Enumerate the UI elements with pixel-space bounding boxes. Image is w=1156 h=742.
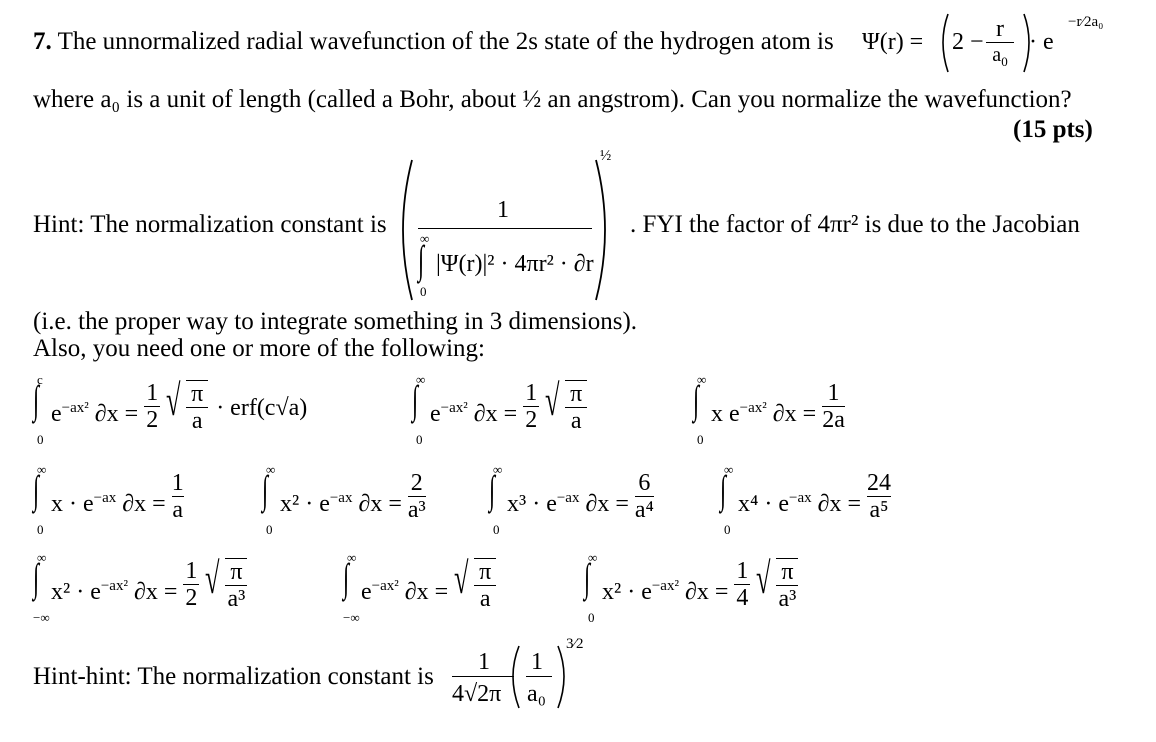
integral-sign: ∫ bbox=[33, 467, 40, 512]
integral-lower-limit: 0 bbox=[37, 432, 44, 447]
integral-sign: ∫ bbox=[33, 377, 40, 422]
hint-upper: ∞ bbox=[420, 231, 430, 246]
integrand bbox=[51, 484, 166, 518]
integrand-base: e bbox=[430, 401, 441, 427]
rhs-denominator: a³ bbox=[407, 497, 426, 523]
integrand bbox=[711, 394, 816, 428]
rhs-denominator: a⁴ bbox=[634, 497, 654, 523]
integrand-base: x³ · e bbox=[507, 491, 557, 517]
integral-lower-limit: 0 bbox=[724, 522, 731, 537]
rhs-fraction bbox=[172, 470, 184, 523]
integrand-base: x² · e bbox=[602, 579, 652, 605]
integral-tail: · erf(c√a) bbox=[216, 395, 308, 421]
sqrt-numerator: π bbox=[479, 559, 492, 585]
differential: ∂x = bbox=[116, 491, 166, 517]
integrand-base: x e bbox=[711, 401, 740, 427]
hint-integrand: |Ψ(r)|² · 4πr² · ∂r bbox=[436, 251, 594, 277]
sqrt-sign: √ bbox=[166, 376, 181, 425]
integral-sign: ∫ bbox=[33, 555, 40, 600]
integral-lower-limit: −∞ bbox=[33, 610, 50, 625]
hint-lower: 0 bbox=[420, 284, 427, 299]
hint-hint-label: Hint-hint: The normalization constant is bbox=[33, 663, 434, 690]
rhs-numerator: 1 bbox=[827, 380, 840, 406]
coef-fraction bbox=[523, 380, 539, 433]
integrand-base: e bbox=[361, 579, 372, 605]
integrand bbox=[430, 394, 517, 428]
sqrt-fraction bbox=[186, 380, 208, 434]
sqrt-denominator: a bbox=[186, 407, 208, 434]
coef-numerator: 1 bbox=[146, 380, 159, 406]
integral-upper-limit: ∞ bbox=[724, 462, 734, 477]
integrand-exponent: −ax bbox=[789, 490, 812, 506]
integral-upper-limit: ∞ bbox=[697, 372, 707, 387]
integral-sign: ∫ bbox=[489, 467, 496, 512]
integral-upper-limit: ∞ bbox=[266, 462, 276, 477]
hint-fraction-bar bbox=[418, 228, 592, 229]
integral-sign: ∫ bbox=[262, 467, 269, 512]
hint-hint-inner-den: a₀ bbox=[527, 681, 547, 707]
differential: ∂x = bbox=[398, 579, 449, 605]
integrand-base: x · e bbox=[51, 491, 94, 517]
sqrt-denominator: a bbox=[474, 585, 496, 612]
integrand-exponent: −ax² bbox=[61, 400, 89, 416]
psi-a0: a bbox=[992, 44, 1002, 66]
differential: ∂x = bbox=[352, 491, 402, 517]
coef-denominator: 2 bbox=[525, 407, 538, 433]
rhs-numerator: 1 bbox=[171, 470, 184, 496]
integrand-exponent: −ax² bbox=[651, 578, 679, 594]
integrand-base: e bbox=[51, 401, 62, 427]
integral-upper-limit: ∞ bbox=[416, 372, 426, 387]
sqrt-fraction bbox=[474, 558, 496, 612]
hint-hint-den: 4√2π bbox=[452, 681, 502, 707]
rhs-numerator: 6 bbox=[638, 470, 651, 496]
coef-numerator: 1 bbox=[525, 380, 538, 406]
coef-denominator: 2 bbox=[185, 585, 198, 611]
sqrt-sign: √ bbox=[545, 376, 560, 425]
rhs-fraction bbox=[635, 470, 654, 523]
integral-upper-limit: ∞ bbox=[37, 550, 47, 565]
rhs-fraction bbox=[822, 380, 845, 433]
sqrt-numerator: π bbox=[570, 381, 583, 407]
psi-exponent: −r⁄2a₀ bbox=[1068, 14, 1104, 30]
hint-label: Hint: The normalization constant is bbox=[33, 211, 387, 238]
problem-number: 7. bbox=[33, 28, 52, 55]
hint-integral-sign: ∫ bbox=[418, 237, 425, 282]
integral-upper-limit: ∞ bbox=[493, 462, 503, 477]
sqrt-fraction bbox=[776, 558, 798, 612]
integrand bbox=[280, 484, 402, 518]
sqrt-sign: √ bbox=[205, 554, 220, 603]
sqrt-fraction bbox=[565, 380, 587, 434]
psi-a0-sub: 0 bbox=[1001, 54, 1008, 69]
sqrt-sign: √ bbox=[756, 554, 771, 603]
points: (15 pts) bbox=[1013, 116, 1093, 143]
hint-hint-inner-bar bbox=[526, 676, 552, 677]
integral-sign: ∫ bbox=[343, 555, 350, 600]
rhs-numerator: 24 bbox=[867, 470, 892, 496]
integrand bbox=[51, 572, 177, 606]
psi-r: r bbox=[996, 16, 1004, 42]
integrand-base: x⁴ · e bbox=[738, 491, 790, 517]
integral-lower-limit: 0 bbox=[37, 522, 44, 537]
integrand-base: x² · e bbox=[51, 579, 101, 605]
sqrt-denominator: a³ bbox=[225, 585, 247, 612]
integrand bbox=[507, 484, 629, 518]
integral-sign: ∫ bbox=[720, 467, 727, 512]
hint-power: ½ bbox=[600, 148, 612, 164]
coef-fraction bbox=[144, 380, 160, 433]
differential: ∂x = bbox=[811, 491, 862, 517]
psi-fraction bbox=[986, 16, 1014, 74]
psi-lhs: Ψ(r) = bbox=[862, 29, 924, 55]
rhs-fraction bbox=[408, 470, 426, 523]
integral-lower-limit: 0 bbox=[588, 610, 595, 625]
rhs-denominator: a bbox=[172, 497, 184, 523]
integral-lower-limit: 0 bbox=[416, 432, 423, 447]
hint-hint-inner-num: 1 bbox=[531, 649, 543, 675]
integral-upper-limit: ∞ bbox=[588, 550, 598, 565]
integrand bbox=[51, 394, 138, 428]
integrand-exponent: −ax² bbox=[371, 578, 399, 594]
integral-sign: ∫ bbox=[693, 377, 700, 422]
integral-lower-limit: 0 bbox=[493, 522, 500, 537]
differential: ∂x = bbox=[766, 401, 817, 427]
integrand bbox=[602, 572, 728, 606]
psi-two: 2 − bbox=[952, 29, 984, 55]
integral-sign: ∫ bbox=[412, 377, 419, 422]
integrand-exponent: −ax bbox=[93, 490, 117, 506]
integral-lower-limit: 0 bbox=[266, 522, 273, 537]
problem-line-2: where a₀ is a unit of length (called a Bohr, about ½ an angstrom). Can you normalize the wavefunction? bbox=[33, 86, 1072, 113]
coef-denominator: 4 bbox=[736, 585, 749, 611]
integral-upper-limit: ∞ bbox=[37, 462, 47, 477]
differential: ∂x = bbox=[579, 491, 629, 517]
integral-sign: ∫ bbox=[584, 555, 591, 600]
sqrt-numerator: π bbox=[191, 381, 204, 407]
sqrt-denominator: a bbox=[565, 407, 587, 434]
coef-numerator: 1 bbox=[185, 558, 198, 584]
integrand-exponent: −ax bbox=[329, 490, 353, 506]
differential: ∂x = bbox=[467, 401, 518, 427]
hint-line-3: Also, you need one or more of the following: bbox=[33, 335, 485, 362]
integral-lower-limit: −∞ bbox=[343, 610, 360, 625]
rhs-fraction bbox=[867, 470, 891, 523]
sqrt-numerator: π bbox=[781, 559, 794, 585]
integral-upper-limit: ∞ bbox=[347, 550, 357, 565]
integrand-exponent: −ax² bbox=[100, 578, 128, 594]
coef-fraction bbox=[734, 558, 750, 611]
hint-numerator: 1 bbox=[497, 197, 509, 223]
differential: ∂x = bbox=[88, 401, 139, 427]
hint-fyi: . FYI the factor of 4πr² is due to the Jacobian bbox=[630, 211, 1080, 238]
differential: ∂x = bbox=[678, 579, 729, 605]
coef-fraction bbox=[183, 558, 199, 611]
hint-hint-power: 3⁄2 bbox=[566, 636, 584, 652]
hint-line-2: (i.e. the proper way to integrate something in 3 dimensions). bbox=[33, 308, 638, 335]
hint-hint-num: 1 bbox=[478, 649, 490, 675]
psi-dot-e: · e bbox=[1029, 29, 1054, 55]
integral-lower-limit: 0 bbox=[697, 432, 704, 447]
integrand bbox=[361, 572, 448, 606]
rhs-denominator: 2a bbox=[822, 407, 845, 433]
integral-upper-limit: c bbox=[37, 372, 43, 387]
rhs-numerator: 2 bbox=[410, 470, 423, 496]
hint-hint-bar bbox=[452, 676, 514, 677]
coef-denominator: 2 bbox=[146, 407, 159, 433]
integrand-exponent: −ax² bbox=[440, 400, 468, 416]
coef-numerator: 1 bbox=[736, 558, 749, 584]
sqrt-fraction bbox=[225, 558, 247, 612]
rhs-denominator: a⁵ bbox=[867, 496, 891, 523]
sqrt-sign: √ bbox=[454, 554, 469, 603]
sqrt-denominator: a³ bbox=[776, 585, 798, 612]
integrand bbox=[738, 484, 861, 518]
integrand-exponent: −ax bbox=[556, 490, 580, 506]
differential: ∂x = bbox=[127, 579, 178, 605]
problem-text: The unnormalized radial wavefunction of the 2s state of the hydrogen atom is bbox=[57, 28, 834, 55]
sqrt-numerator: π bbox=[230, 559, 243, 585]
integrand-exponent: −ax² bbox=[739, 400, 767, 416]
integrand-base: x² · e bbox=[280, 491, 330, 517]
